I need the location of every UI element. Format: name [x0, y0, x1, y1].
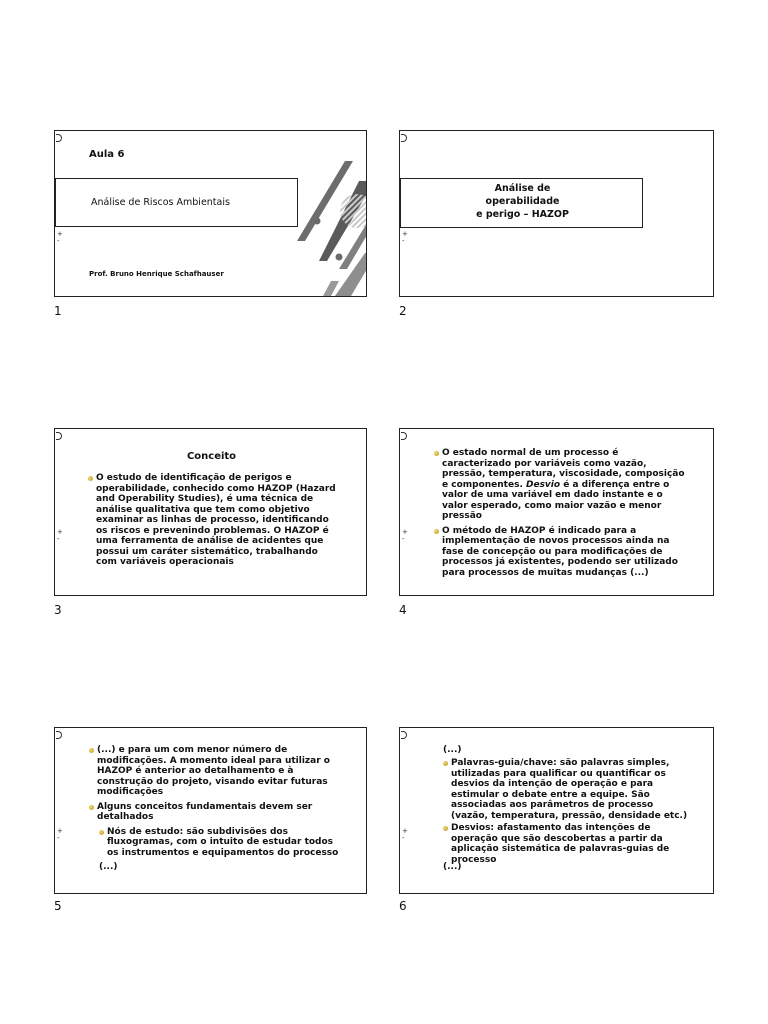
continuation-text: (...): [99, 862, 118, 872]
slide-6: [399, 727, 714, 894]
bullet-text: O estado normal de um processo é caracterizado por variáveis como vazão, pressão, temperatura, viscosidade, composição e componentes.: [442, 448, 685, 490]
bullet-list: [443, 758, 691, 867]
slide-number: 4: [399, 603, 407, 617]
sub-bullet-item: Nós de estudo: são subdivisões dos fluxogramas, com o intuito de estudar todos os instrumentos e equipamentos do processo: [99, 827, 344, 859]
bullet-item: O método de HAZOP é indicado para a implementação de novos processos ainda na fase de concepção ou para modificações de processos já existentes, podendo ser utilizado para processos de muitas mudanças (...): [434, 526, 690, 579]
side-mark: + -: [57, 230, 63, 245]
slide-title-box: [400, 178, 643, 228]
side-mark: + -: [402, 230, 408, 245]
slide-4: [399, 428, 714, 596]
slide-title-line: Análise de: [494, 183, 551, 194]
side-mark: + -: [57, 827, 63, 842]
continuation-text: (...): [443, 862, 462, 872]
slide-1: [54, 130, 367, 297]
emphasis-text: Desvio: [526, 479, 561, 490]
slide-title: Análise de Riscos Ambientais: [91, 197, 230, 208]
side-mark: + -: [402, 528, 408, 543]
diagonal-stripes-graphic: [287, 161, 367, 296]
bullet-list: [434, 448, 690, 582]
bullet-item: Alguns conceitos fundamentais devem ser detalhados: [89, 802, 344, 823]
slide-number: 3: [54, 603, 62, 617]
bullet-item: O estudo de identificação de perigos e operabilidade, conhecido como HAZOP (Hazard and Operability Studies), é uma técnica de análise qualitativa que tem como objetivo examinar as linhas de processo, identificando os riscos e prevenindo problemas. O HAZOP é uma ferramenta de análise de acidentes que possui um caráter sistemático, trabalhando com variáveis operacionais: [88, 473, 336, 568]
bullet-item: [434, 448, 690, 522]
continuation-text: (...): [443, 745, 462, 755]
bullet-text: é a diferença entre o valor de uma variável em dado instante e o valor esperado, como maior vazão e menor pressão: [442, 479, 670, 521]
corner-mark: [401, 134, 407, 142]
bullet-list: [89, 745, 344, 862]
corner-mark: [401, 731, 407, 739]
slide-3: [54, 428, 367, 596]
slide-5: [54, 727, 367, 894]
slide-title-line: operabilidade: [485, 196, 560, 207]
bullet-list: [88, 473, 336, 572]
corner-mark: [401, 432, 407, 440]
corner-mark: [56, 432, 62, 440]
side-mark: + -: [402, 827, 408, 842]
slide-author: Prof. Bruno Henrique Schafhauser: [89, 270, 224, 278]
slide-title-box: [55, 178, 298, 227]
bullet-item: (...) e para um com menor número de modificações. A momento ideal para utilizar o HAZOP é anterior ao detalhamento e à construção do projeto, visando evitar futuras modificações: [89, 745, 344, 798]
slide-number: 2: [399, 304, 407, 318]
side-mark: + -: [57, 528, 63, 543]
slide-number: 5: [54, 899, 62, 913]
slide-number: 1: [54, 304, 62, 318]
bullet-item: Palavras-guia/chave: são palavras simples, utilizadas para qualificar ou quantificar os desvios da intenção de operação e para estimular o debate entre a equipe. São associadas aos parâmetros de processo (vazão, temperatura, pressão, densidade etc.): [443, 758, 691, 821]
corner-mark: [56, 134, 62, 142]
slide-title-line: e perigo – HAZOP: [476, 209, 569, 220]
slide-2: [399, 130, 714, 297]
bullet-item: Desvios: afastamento das intenções de operação que são descobertas a partir da aplicação sistemática de palavras-guias de processo: [443, 823, 691, 865]
slide-number: 6: [399, 899, 407, 913]
slide-heading: Conceito: [186, 451, 237, 462]
slide-kicker: Aula 6: [89, 149, 125, 160]
corner-mark: [56, 731, 62, 739]
